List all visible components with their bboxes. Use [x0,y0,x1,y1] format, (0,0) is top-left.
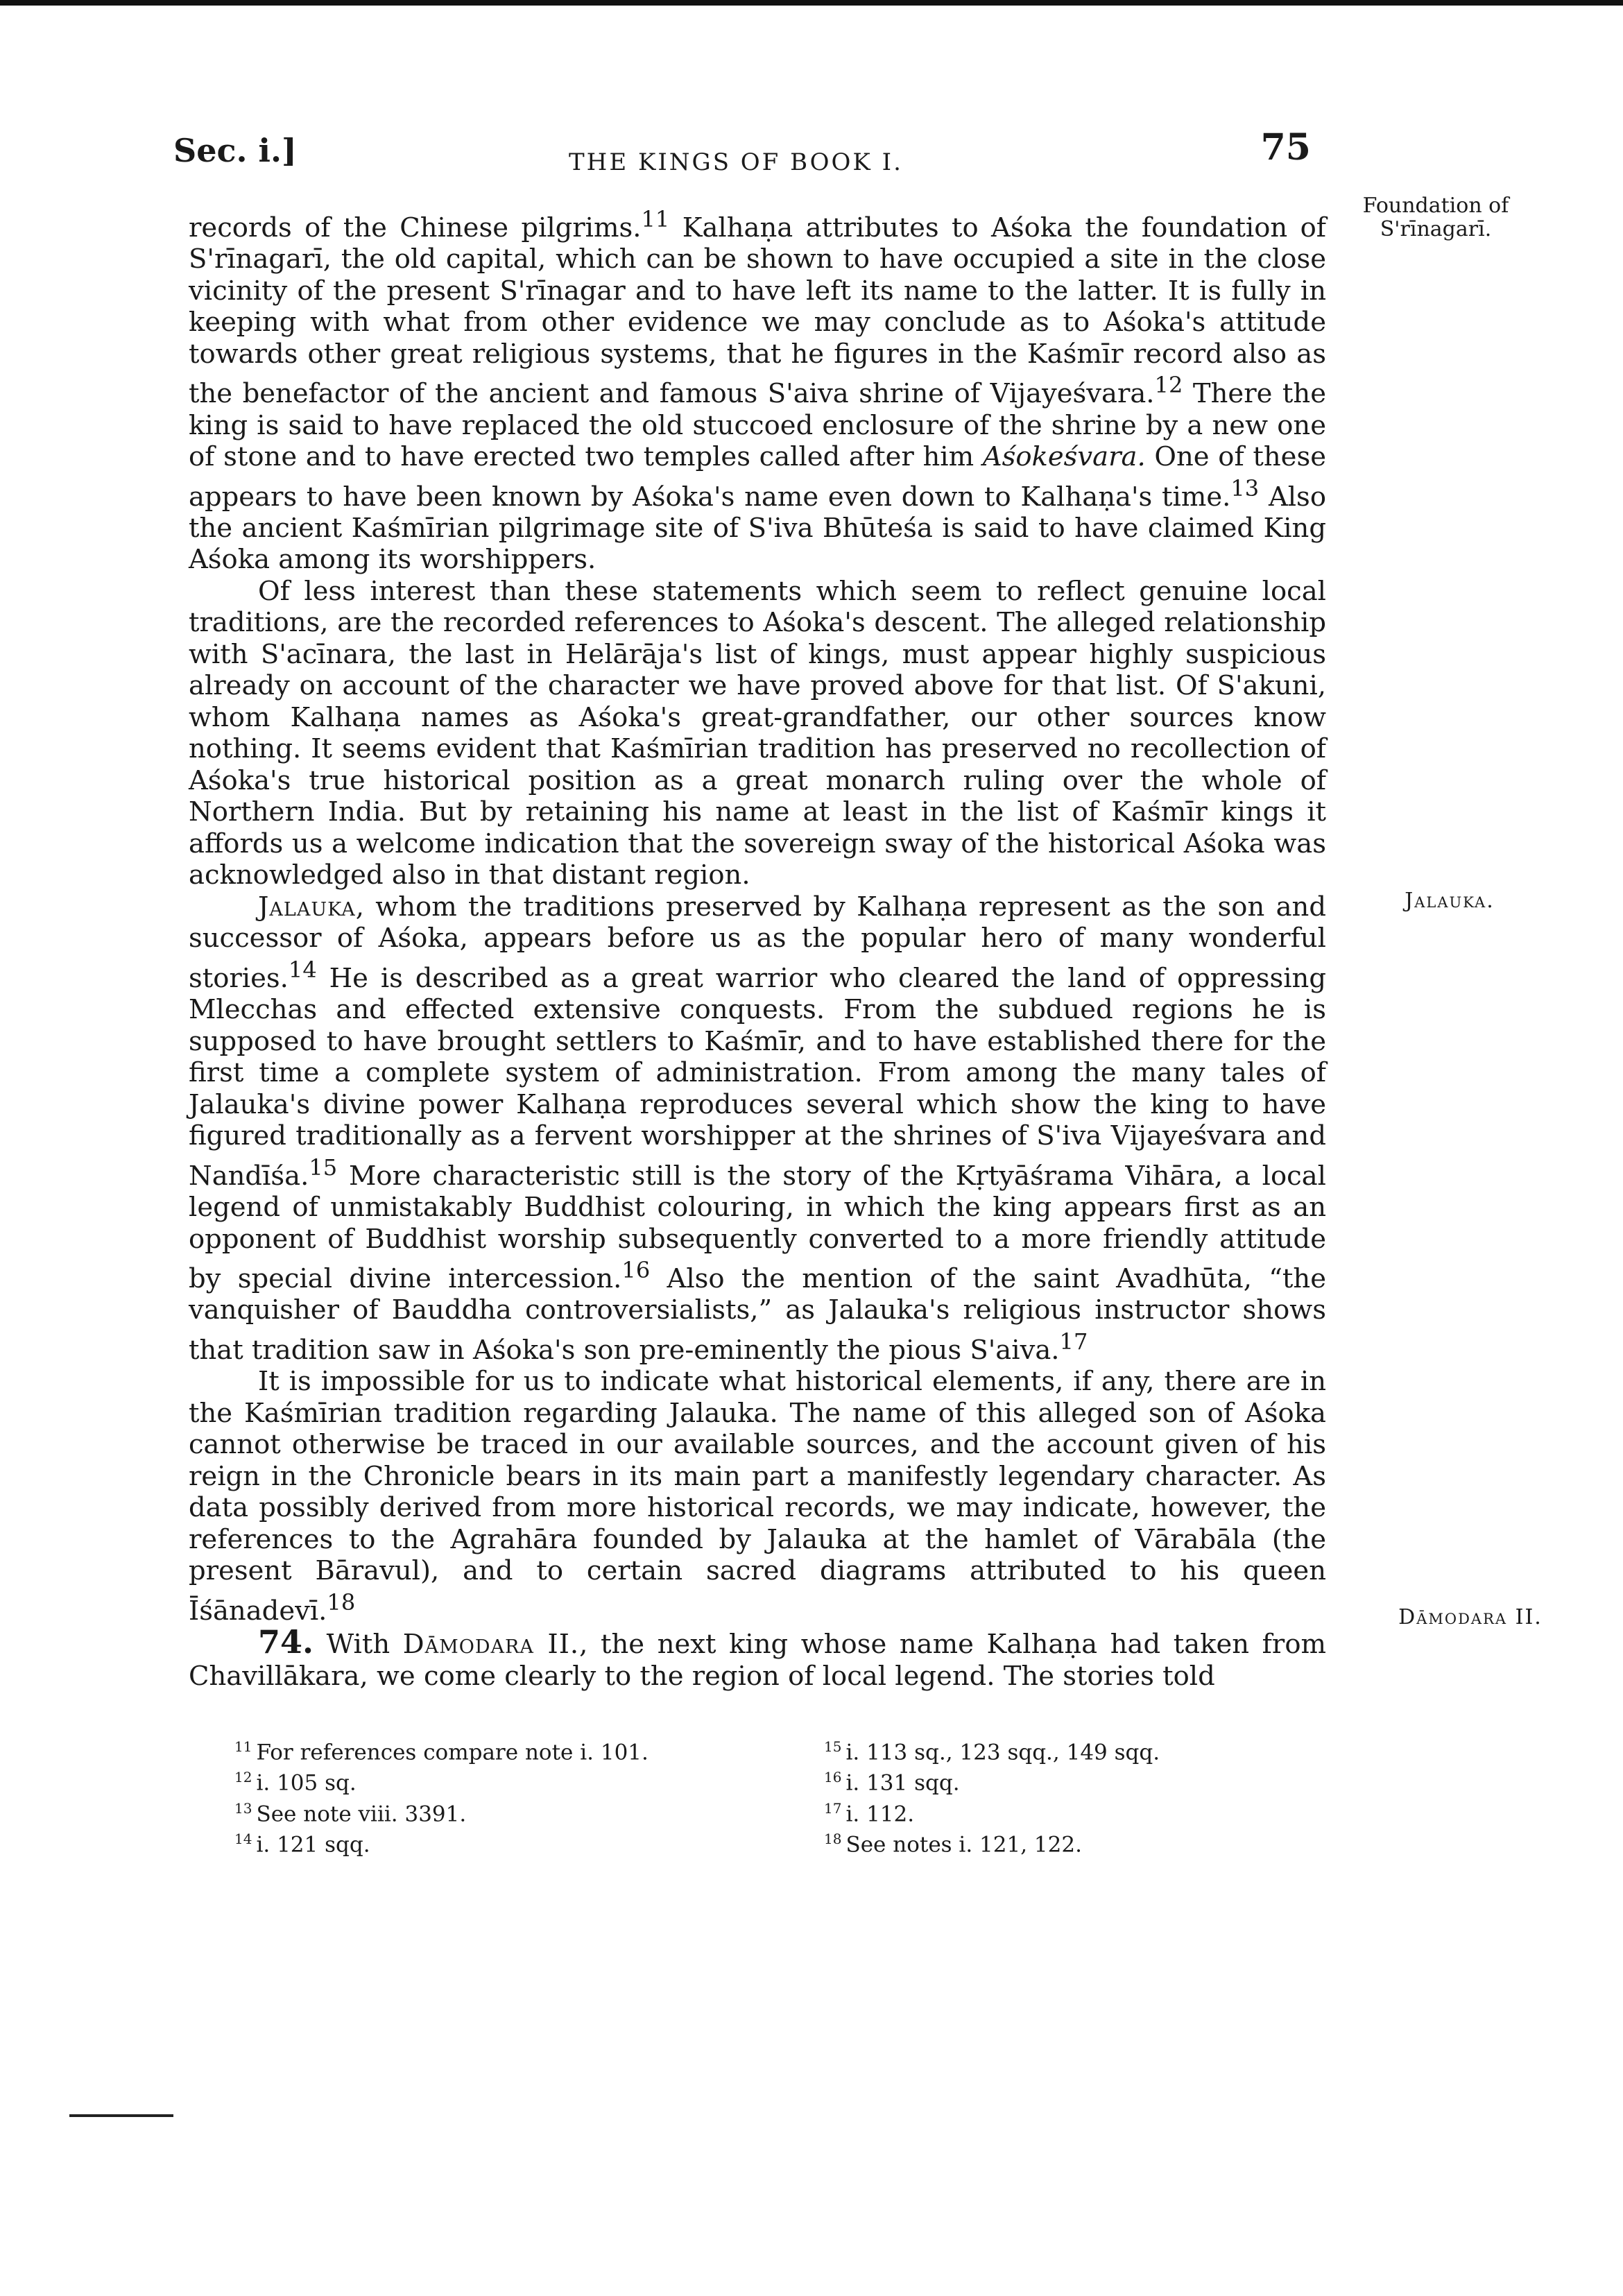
p1-text-e: Also the ancient Kaśmīrian pilgrimage site of S'iva Bhūteśa is said to have claimed King Aśoka among its worshippers. [189,481,1326,576]
footnote-ref[interactable]: 15 [309,1154,338,1181]
p3-text-c: More characteristic still is the story of the Kṛtyāśrama Vihāra, a local legend of unmistakably Buddhist colouring, in which the king appears first as an opponent of Buddhist worship subsequently converted to a more friendly attitude by special divine intercession. [189,1160,1326,1294]
p1-text-b: Kalhaṇa attributes to Aśoka the foundation of S'rīnagarī, the old capital, which can be shown to have occupied a site in the close vicinity of the present S'rīnagar and to have left its name to the latter. It is fully in keeping with what from other evidence we may conclude as to Aśoka's attitude towards other great religious systems, that he figures in the Kaśmīr record also as the benefactor of the ancient and famous S'aiva shrine of Vijayeśvara. [189,212,1326,410]
footnote: $^{18}$ See notes i. 121, 122. [824,1830,1082,1858]
section-number: 74. [258,1623,314,1661]
running-header [173,126,1311,189]
page-number: 75 [1260,126,1311,169]
footnote-ref[interactable]: 14 [288,956,317,983]
body-text [189,204,1326,1692]
footnote: $^{17}$ i. 112. [824,1799,915,1826]
paragraph-4 [189,1366,1326,1627]
margin-note-jalauka: Jalauka. [1405,889,1495,913]
p3-king-name: Jalauka [258,891,356,923]
footnote-ref[interactable]: 11 [641,206,670,232]
paragraph-5 [189,1623,1327,1692]
scan-edge-mark [69,2114,173,2117]
margin-note-foundation: Foundation of S'rīnagarī. [1362,194,1509,241]
top-border-rule [0,0,1623,6]
footnote-ref[interactable]: 17 [1059,1328,1088,1355]
paragraph-1 [189,204,1326,576]
footnote: $^{14}$ i. 121 sqq. [234,1830,370,1858]
p5-king-name: Dāmodara II. [402,1629,580,1661]
p3-text-a: , whom the traditions preserved by Kalhaṇa represent as the son and successor of Aśoka, appears before us as the popular hero of many wonderful stories. [189,891,1326,994]
p3-text-d: Also the mention of the saint Avadhūta, “the vanquisher of Bauddha controversialists,” as Jalauka's religious instructor shows that tradition saw in Aśoka's son pre-eminently the pious S'aiva. [189,1262,1326,1366]
p5-text-b: , the next king whose name Kalhaṇa had taken from Chavillākara, we come clearly to the region of local legend. The stories told [189,1629,1327,1692]
p5-text-a: With [314,1629,403,1661]
p1-text-a: records of the Chinese pilgrims. [189,212,642,243]
p3-text-b: He is described as a great warrior who cleared the land of oppressing Mlecchas and effected extensive conquests. From the subdued regions he is supposed to have brought settlers to Kaśmīr, and to have established there for the first time a complete system of administration. From among the many tales of Jalauka's divine power Kalhaṇa reproduces several which show the king to have figured traditionally as a fervent worshipper at the shrines of S'iva Vijayeśvara and Nandīśa. [189,962,1326,1192]
section-label: Sec. i.] [173,132,297,169]
footnote-ref[interactable]: 16 [621,1257,651,1284]
p4-text: It is impossible for us to indicate what historical elements, if any, there are in the Kaśmīrian tradition regarding Jalauka. The name of this alleged son of Aśoka cannot otherwise be traced in our available sources, and the account given of his reign in the Chronicle bears in its main part a manifestly legendary character. As data possibly derived from more historical records, we may indicate, however, the references to the Agrahāra founded by Jalauka at the hamlet of Vārabāla (the present Bāravul), and to certain sacred diagrams attributed to his queen Īśānadevī. [189,1366,1326,1627]
paragraph-3 [189,891,1326,1366]
footnote: $^{12}$ i. 105 sq. [234,1769,357,1796]
running-title: THE KINGS OF BOOK I. [569,148,903,176]
footnote-ref[interactable]: 18 [327,1588,356,1616]
footnote: $^{11}$ For references compare note i. 101. [234,1738,649,1765]
p1-italic-term: Aśokeśvara. [982,441,1146,473]
footnote: $^{16}$ i. 131 sqq. [824,1769,960,1796]
footnote: $^{13}$ See note viii. 3391. [234,1799,467,1826]
margin-note-damodara: Dāmodara II. [1398,1605,1543,1629]
footnotes-left [234,1734,720,1857]
paragraph-2 [189,576,1326,891]
footnote-ref[interactable]: 13 [1230,474,1260,502]
p1-text-c: There the king is said to have replaced the old stuccoed enclosure of the shrine by a new one of stone and to have erected two temples called after him [189,378,1326,473]
footnote: $^{15}$ i. 113 sq., 123 sqq., 149 sqq. [824,1738,1160,1765]
p2-text: Of less interest than these statements which seem to reflect genuine local traditions, are the recorded references to Aśoka's descent. The alleged relationship with S'acīnara, the last in Helārāja's list of kings, must appear highly suspicious already on account of the character we have proved above for that list. Of S'akuni, whom Kalhaṇa names as Aśoka's great-grandfather, our other sources know nothing. It seems evident that Kaśmīrian tradition has preserved no recollection of Aśoka's true historical position as a great monarch ruling over the whole of Northern India. But by retaining his name at least in the list of Kaśmīr kings it affords us a welcome indication that the sovereign sway of the historical Aśoka was acknowledged also in that distant region. [189,575,1326,891]
footnote-ref[interactable]: 12 [1154,372,1183,399]
footnotes-right [824,1734,1309,1857]
p1-text-d: One of these appears to have been known by Aśoka's name even down to Kalhaṇa's time. [189,441,1326,513]
